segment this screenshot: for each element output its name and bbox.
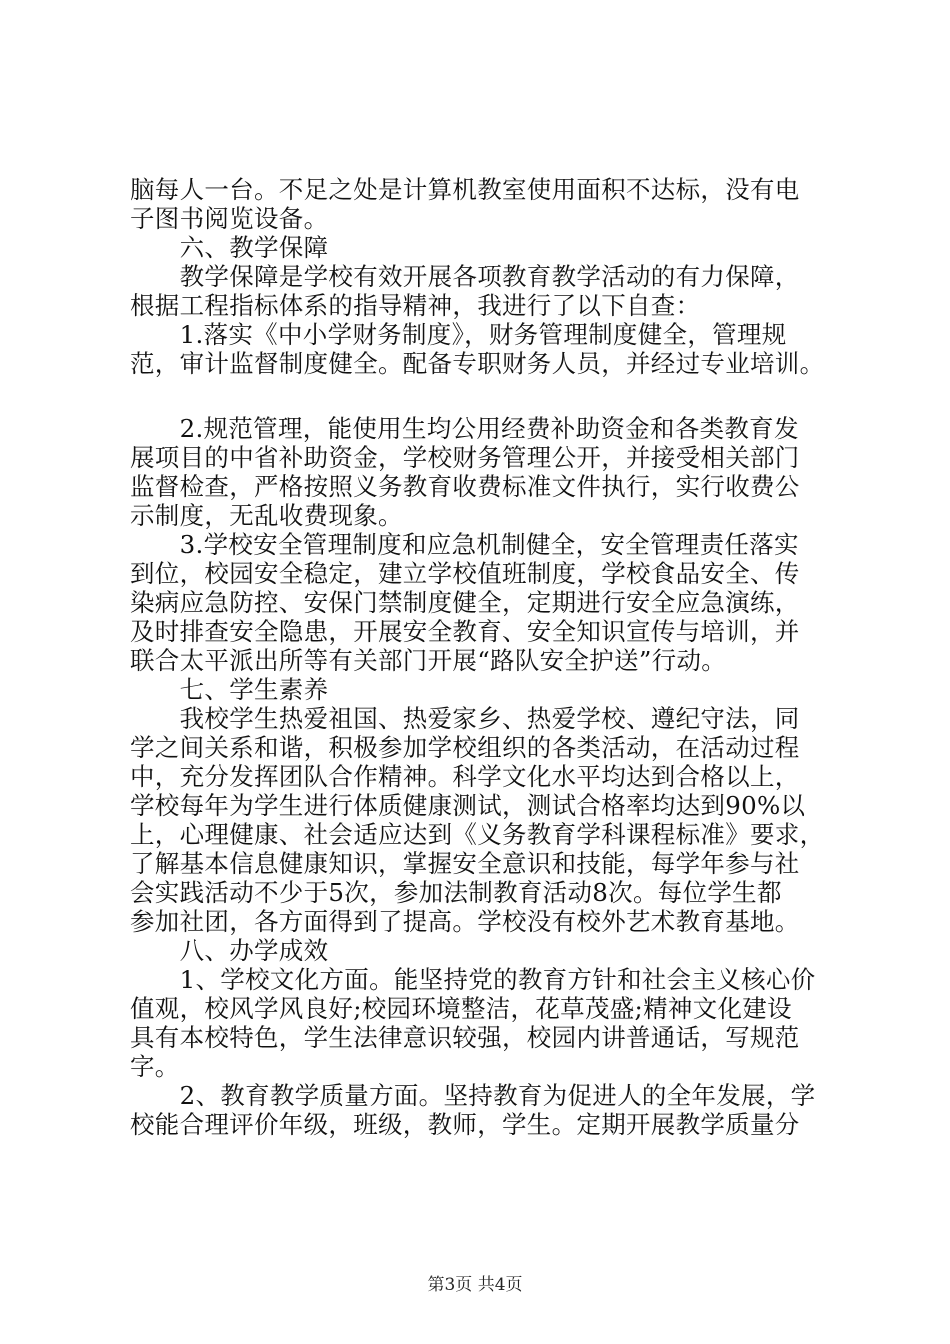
blank-line xyxy=(130,378,845,414)
text-line: 1、学校文化方面。能坚持党的教育方针和社会主义核心价 xyxy=(130,965,816,994)
text-line: 学校每年为学生进行体质健康测试，测试合格率均达到90%以 xyxy=(130,791,806,820)
text-line: 我校学生热爱祖国、热爱家乡、热爱学校、遵纪守法，同 xyxy=(130,704,800,733)
text-line: 具有本校特色，学生法律意识较强，校园内讲普通话，写规范 xyxy=(130,1023,800,1052)
text-line: 到位，校园安全稳定，建立学校值班制度，学校食品安全、传 xyxy=(130,559,800,588)
text-line: 监督检查，严格按照义务教育收费标准文件执行，实行收费公 xyxy=(130,472,800,501)
text-line: 展项目的中省补助资金，学校财务管理公开，并接受相关部门 xyxy=(130,443,800,472)
text-line: 字。 xyxy=(130,1052,180,1081)
text-line: 范，审计监督制度健全。配备专职财务人员，并经过专业培训。 xyxy=(130,349,825,378)
text-line: 教学保障是学校有效开展各项教育教学活动的有力保障， xyxy=(130,262,800,291)
text-line: 2、教育教学质量方面。坚持教育为促进人的全年发展，学 xyxy=(130,1081,816,1110)
text-line: 根据工程指标体系的指导精神，我进行了以下自查： xyxy=(130,291,701,320)
text-line: 中，充分发挥团队合作精神。科学文化水平均达到合格以上， xyxy=(130,762,800,791)
text-line: 联合太平派出所等有关部门开展“路队安全护送”行动。 xyxy=(130,646,727,675)
text-line: 子图书阅览设备。 xyxy=(130,204,329,233)
text-line: 1.落实《中小学财务制度》，财务管理制度健全，管理规 xyxy=(130,320,787,349)
text-line: 及时排查安全隐患，开展安全教育、安全知识宣传与培训，并 xyxy=(130,617,800,646)
text-line: 六、教学保障 xyxy=(130,233,329,262)
text-line: 3.学校安全管理制度和应急机制健全，安全管理责任落实 xyxy=(130,530,799,559)
text-line: 值观，校风学风良好;校园环境整洁，花草茂盛;精神文化建设 xyxy=(130,994,792,1023)
text-line: 七、学生素养 xyxy=(130,675,329,704)
text-line: 示制度，无乱收费现象。 xyxy=(130,501,403,530)
document-body xyxy=(130,175,845,1139)
text-line: 学之间关系和谐，积极参加学校组织的各类活动，在活动过程 xyxy=(130,733,800,762)
text-line: 校能合理评价年级，班级，教师，学生。定期开展教学质量分 xyxy=(130,1110,800,1139)
text-line: 会实践活动不少于5次，参加法制教育活动8次。每位学生都 xyxy=(130,878,782,907)
text-line: 参加社团，各方面得到了提高。学校没有校外艺术教育基地。 xyxy=(130,907,800,936)
text-line: 八、办学成效 xyxy=(130,936,329,965)
text-line: 了解基本信息健康知识，掌握安全意识和技能，每学年参与社 xyxy=(130,849,800,878)
text-line: 上，心理健康、社会适应达到《义务教育学科课程标准》要求， xyxy=(130,820,825,849)
text-line: 脑每人一台。不足之处是计算机教室使用面积不达标，没有电 xyxy=(130,175,800,204)
text-line: 染病应急防控、安保门禁制度健全，定期进行安全应急演练， xyxy=(130,588,800,617)
page-footer: 第3页 共4页 xyxy=(427,1275,523,1295)
text-line: 2.规范管理，能使用生均公用经费补助资金和各类教育发 xyxy=(130,414,799,443)
